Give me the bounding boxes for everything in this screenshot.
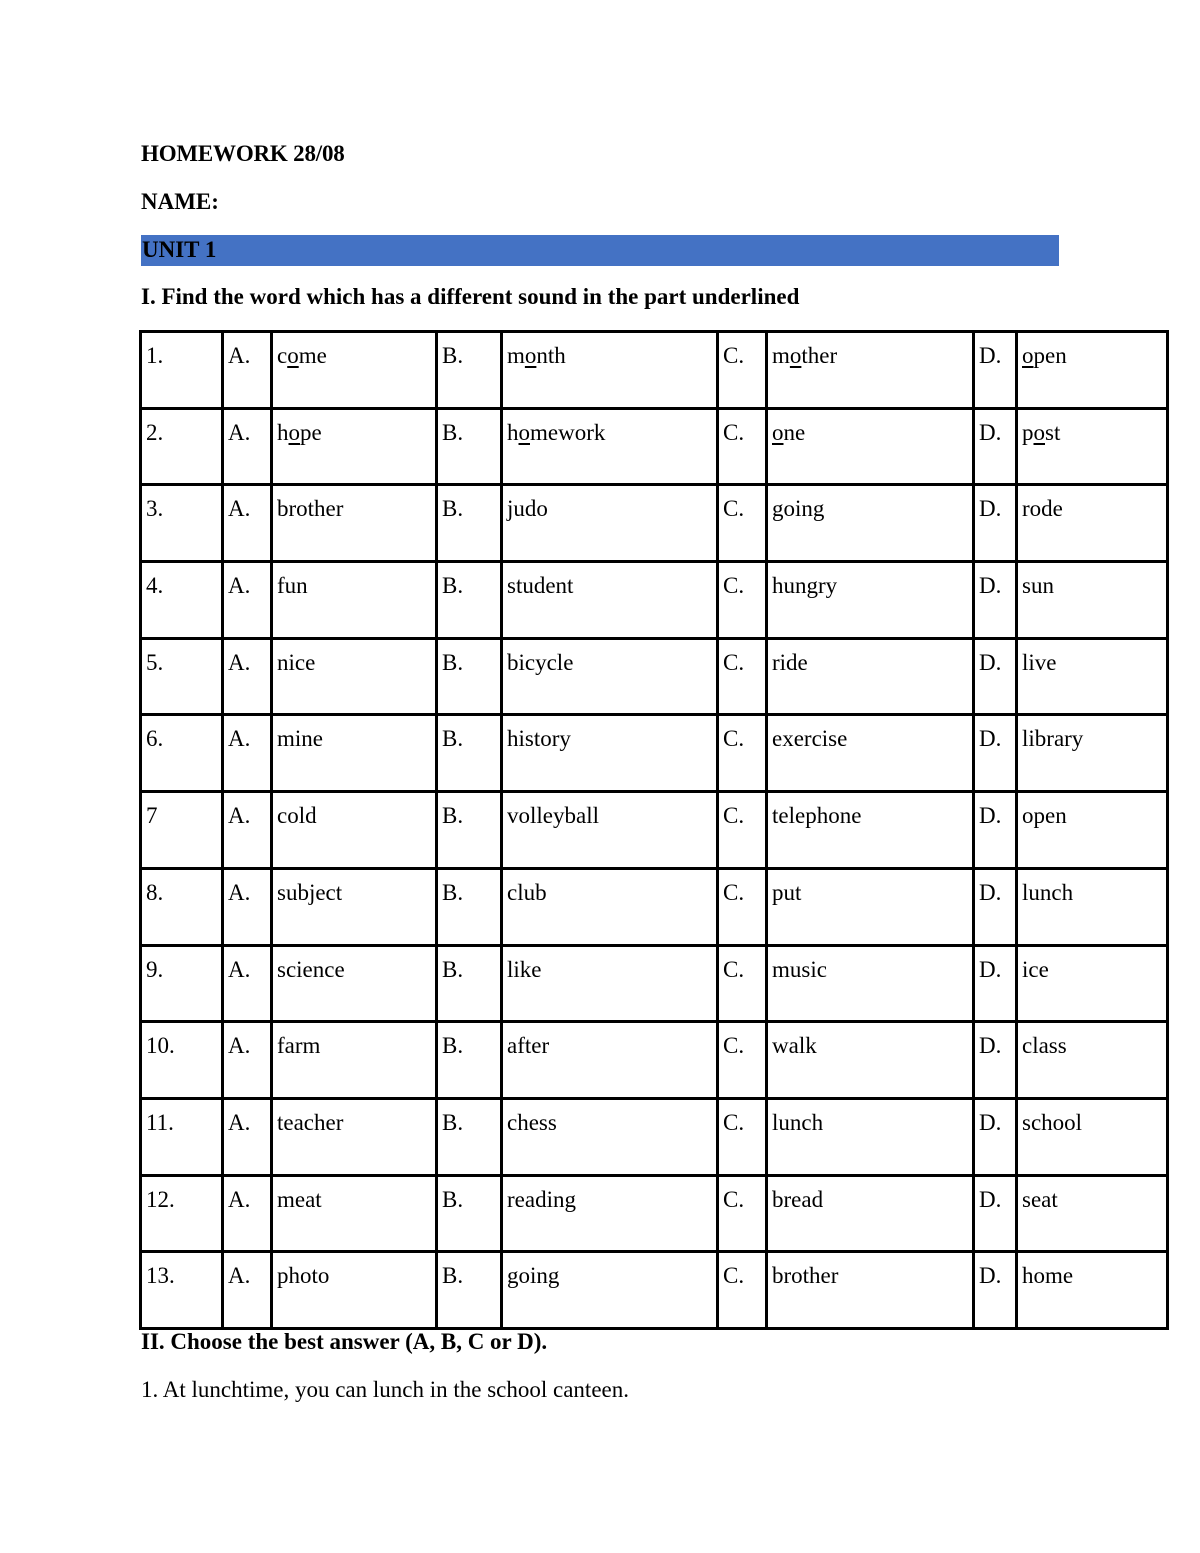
word-prefix: walk: [772, 1033, 817, 1059]
option-letter: B.: [437, 1098, 502, 1175]
table-row: [141, 945, 1168, 1022]
option-word: [502, 792, 718, 869]
option-word: [502, 638, 718, 715]
option-word: [272, 945, 437, 1022]
word-prefix: telephone: [772, 803, 862, 829]
section2-question-1: 1. At lunchtime, you can lunch in the school canteen.: [141, 1377, 629, 1402]
question-number: 8.: [141, 868, 223, 945]
word-prefix: library: [1022, 726, 1084, 752]
option-letter: C.: [718, 792, 767, 869]
option-letter: B.: [437, 715, 502, 792]
option-word: [272, 1175, 437, 1252]
table-row: [141, 485, 1168, 562]
word-prefix: ice: [1022, 956, 1049, 982]
option-word: [767, 485, 974, 562]
word-prefix: exercise: [772, 726, 848, 752]
word-prefix: volleyball: [507, 803, 599, 829]
option-letter: C.: [718, 1098, 767, 1175]
option-letter: B.: [437, 638, 502, 715]
option-letter: A.: [223, 408, 272, 485]
question-number: 9.: [141, 945, 223, 1022]
table-row: [141, 408, 1168, 485]
question-number: 4.: [141, 562, 223, 639]
word-prefix: m: [507, 343, 525, 368]
option-word: [1017, 562, 1168, 639]
option-letter: D.: [974, 1098, 1017, 1175]
word-prefix: reading: [507, 1186, 576, 1212]
option-letter: D.: [974, 332, 1017, 409]
word-underlined-part: o: [1022, 343, 1034, 368]
option-word: [502, 1175, 718, 1252]
table-row: [141, 1098, 1168, 1175]
option-word: [767, 715, 974, 792]
word-prefix: class: [1022, 1033, 1067, 1059]
option-letter: C.: [718, 485, 767, 562]
option-letter: D.: [974, 868, 1017, 945]
word-prefix: photo: [277, 1263, 330, 1289]
question-number: 12.: [141, 1175, 223, 1252]
word-prefix: h: [507, 419, 519, 445]
word-prefix: like: [507, 956, 542, 982]
option-word: [767, 792, 974, 869]
word-prefix: home: [1022, 1263, 1074, 1289]
question-number: 5.: [141, 638, 223, 715]
option-word: [767, 868, 974, 945]
option-letter: B.: [437, 1175, 502, 1252]
word-prefix: meat: [277, 1186, 322, 1212]
option-word: [767, 1175, 974, 1252]
word-suffix: nth: [536, 343, 566, 368]
word-prefix: going: [772, 496, 825, 522]
option-word: [767, 562, 974, 639]
option-letter: D.: [974, 638, 1017, 715]
option-letter: B.: [437, 868, 502, 945]
option-letter: A.: [223, 868, 272, 945]
option-word: [1017, 945, 1168, 1022]
table-row: [141, 332, 1168, 409]
option-letter: C.: [718, 562, 767, 639]
word-prefix: brother: [277, 496, 344, 522]
option-word: [272, 792, 437, 869]
option-letter: A.: [223, 715, 272, 792]
word-prefix: club: [507, 879, 547, 905]
question-number: 10.: [141, 1022, 223, 1099]
option-word: [502, 562, 718, 639]
option-letter: B.: [437, 562, 502, 639]
word-prefix: rode: [1022, 496, 1063, 522]
word-suffix: st: [1045, 419, 1061, 445]
option-word: [272, 408, 437, 485]
word-prefix: m: [772, 343, 790, 368]
word-underlined-part: o: [524, 343, 537, 368]
option-word: [1017, 715, 1168, 792]
option-word: [1017, 408, 1168, 485]
option-letter: B.: [437, 945, 502, 1022]
option-word: [1017, 868, 1168, 945]
option-letter: A.: [223, 1098, 272, 1175]
page-title: HOMEWORK 28/08: [141, 141, 345, 166]
option-letter: D.: [974, 945, 1017, 1022]
word-prefix: lunch: [772, 1109, 824, 1135]
word-prefix: subject: [277, 879, 343, 905]
word-prefix: h: [277, 419, 289, 445]
option-letter: C.: [718, 408, 767, 485]
option-word: [502, 868, 718, 945]
option-word: [767, 638, 974, 715]
word-underlined-part: o: [1033, 419, 1045, 445]
word-prefix: ride: [772, 649, 808, 675]
word-prefix: after: [507, 1033, 550, 1059]
option-letter: D.: [974, 562, 1017, 639]
option-letter: B.: [437, 408, 502, 485]
option-word: [272, 562, 437, 639]
word-suffix: pen: [1033, 343, 1067, 368]
table-row: [141, 868, 1168, 945]
table-row: [141, 715, 1168, 792]
table-row: [141, 1022, 1168, 1099]
word-suffix: mework: [530, 419, 606, 445]
word-prefix: open: [1022, 803, 1067, 829]
option-word: [272, 638, 437, 715]
word-prefix: lunch: [1022, 879, 1074, 905]
option-letter: A.: [223, 1175, 272, 1252]
word-prefix: chess: [507, 1109, 557, 1135]
option-letter: D.: [974, 485, 1017, 562]
option-word: [767, 1022, 974, 1099]
option-word: [1017, 1175, 1168, 1252]
option-letter: A.: [223, 332, 272, 409]
option-letter: A.: [223, 638, 272, 715]
option-letter: A.: [223, 945, 272, 1022]
option-letter: D.: [974, 792, 1017, 869]
option-word: [272, 1098, 437, 1175]
word-prefix: live: [1022, 649, 1057, 675]
option-letter: B.: [437, 792, 502, 869]
option-letter: A.: [223, 792, 272, 869]
word-underlined-part: o: [287, 343, 299, 368]
option-letter: A.: [223, 1022, 272, 1099]
option-letter: D.: [974, 1022, 1017, 1099]
word-suffix: pe: [300, 419, 322, 445]
option-word: [502, 715, 718, 792]
option-word: [1017, 485, 1168, 562]
option-letter: C.: [718, 715, 767, 792]
option-word: [502, 1252, 718, 1329]
unit-banner: [141, 235, 1059, 266]
option-letter: B.: [437, 1252, 502, 1329]
name-label: NAME:: [141, 189, 219, 214]
option-word: [272, 332, 437, 409]
option-letter: D.: [974, 408, 1017, 485]
option-word: [272, 868, 437, 945]
option-word: [502, 1022, 718, 1099]
question-number: 11.: [141, 1098, 223, 1175]
word-prefix: hungry: [772, 573, 838, 599]
option-letter: C.: [718, 332, 767, 409]
word-underlined-part: o: [288, 419, 300, 445]
word-prefix: sun: [1022, 573, 1054, 599]
word-prefix: going: [507, 1263, 560, 1289]
option-word: [1017, 792, 1168, 869]
question-number: 7: [141, 792, 223, 869]
question-number: 3.: [141, 485, 223, 562]
option-word: [767, 945, 974, 1022]
table-row: [141, 792, 1168, 869]
option-word: [1017, 332, 1168, 409]
option-word: [272, 715, 437, 792]
option-word: [502, 408, 718, 485]
question-number: 2.: [141, 408, 223, 485]
option-letter: D.: [974, 1252, 1017, 1329]
word-prefix: c: [277, 343, 288, 368]
option-letter: B.: [437, 1022, 502, 1099]
option-word: [1017, 1022, 1168, 1099]
option-letter: C.: [718, 1175, 767, 1252]
option-letter: B.: [437, 332, 502, 409]
table-row: [141, 562, 1168, 639]
option-word: [272, 1022, 437, 1099]
word-underlined-part: o: [518, 419, 530, 445]
question-number: 1.: [141, 332, 223, 409]
word-prefix: judo: [507, 496, 548, 522]
option-letter: C.: [718, 1252, 767, 1329]
option-letter: A.: [223, 1252, 272, 1329]
word-underlined-part: o: [772, 419, 784, 445]
word-suffix: ne: [783, 419, 806, 445]
option-letter: C.: [718, 945, 767, 1022]
option-word: [767, 408, 974, 485]
word-prefix: bread: [772, 1186, 824, 1212]
word-prefix: p: [1022, 419, 1034, 445]
pronunciation-table: [139, 330, 1169, 1330]
word-prefix: bicycle: [507, 649, 574, 675]
option-letter: C.: [718, 868, 767, 945]
option-word: [1017, 1252, 1168, 1329]
option-word: [767, 332, 974, 409]
option-word: [1017, 638, 1168, 715]
option-word: [767, 1252, 974, 1329]
question-number: 13.: [141, 1252, 223, 1329]
option-letter: C.: [718, 638, 767, 715]
option-letter: A.: [223, 562, 272, 639]
word-prefix: fun: [277, 573, 308, 599]
unit-label: UNIT 1: [142, 237, 217, 262]
word-prefix: science: [277, 956, 345, 982]
option-word: [502, 945, 718, 1022]
word-prefix: brother: [772, 1263, 839, 1289]
option-word: [272, 1252, 437, 1329]
option-word: [502, 332, 718, 409]
table-row: [141, 638, 1168, 715]
word-underlined-part: o: [789, 343, 802, 368]
word-prefix: mine: [277, 726, 323, 752]
word-prefix: put: [772, 879, 802, 905]
option-letter: C.: [718, 1022, 767, 1099]
option-word: [502, 485, 718, 562]
option-word: [502, 1098, 718, 1175]
option-word: [1017, 1098, 1168, 1175]
word-suffix: ther: [801, 343, 838, 368]
word-prefix: nice: [277, 649, 316, 675]
word-prefix: farm: [277, 1033, 321, 1059]
option-letter: D.: [974, 715, 1017, 792]
word-prefix: seat: [1022, 1186, 1058, 1212]
option-letter: B.: [437, 485, 502, 562]
question-number: 6.: [141, 715, 223, 792]
section1-heading: I. Find the word which has a different sound in the part underlined: [141, 284, 800, 309]
word-prefix: history: [507, 726, 571, 752]
option-word: [767, 1098, 974, 1175]
word-prefix: student: [507, 573, 574, 599]
table-row: [141, 1175, 1168, 1252]
word-prefix: music: [772, 956, 827, 982]
option-word: [272, 485, 437, 562]
option-letter: A.: [223, 485, 272, 562]
option-letter: D.: [974, 1175, 1017, 1252]
word-prefix: cold: [277, 803, 317, 829]
table-row: [141, 1252, 1168, 1329]
word-prefix: teacher: [277, 1109, 344, 1135]
section2-heading: II. Choose the best answer (A, B, C or D).: [141, 1329, 548, 1354]
word-suffix: me: [298, 343, 327, 368]
word-prefix: school: [1022, 1109, 1083, 1135]
